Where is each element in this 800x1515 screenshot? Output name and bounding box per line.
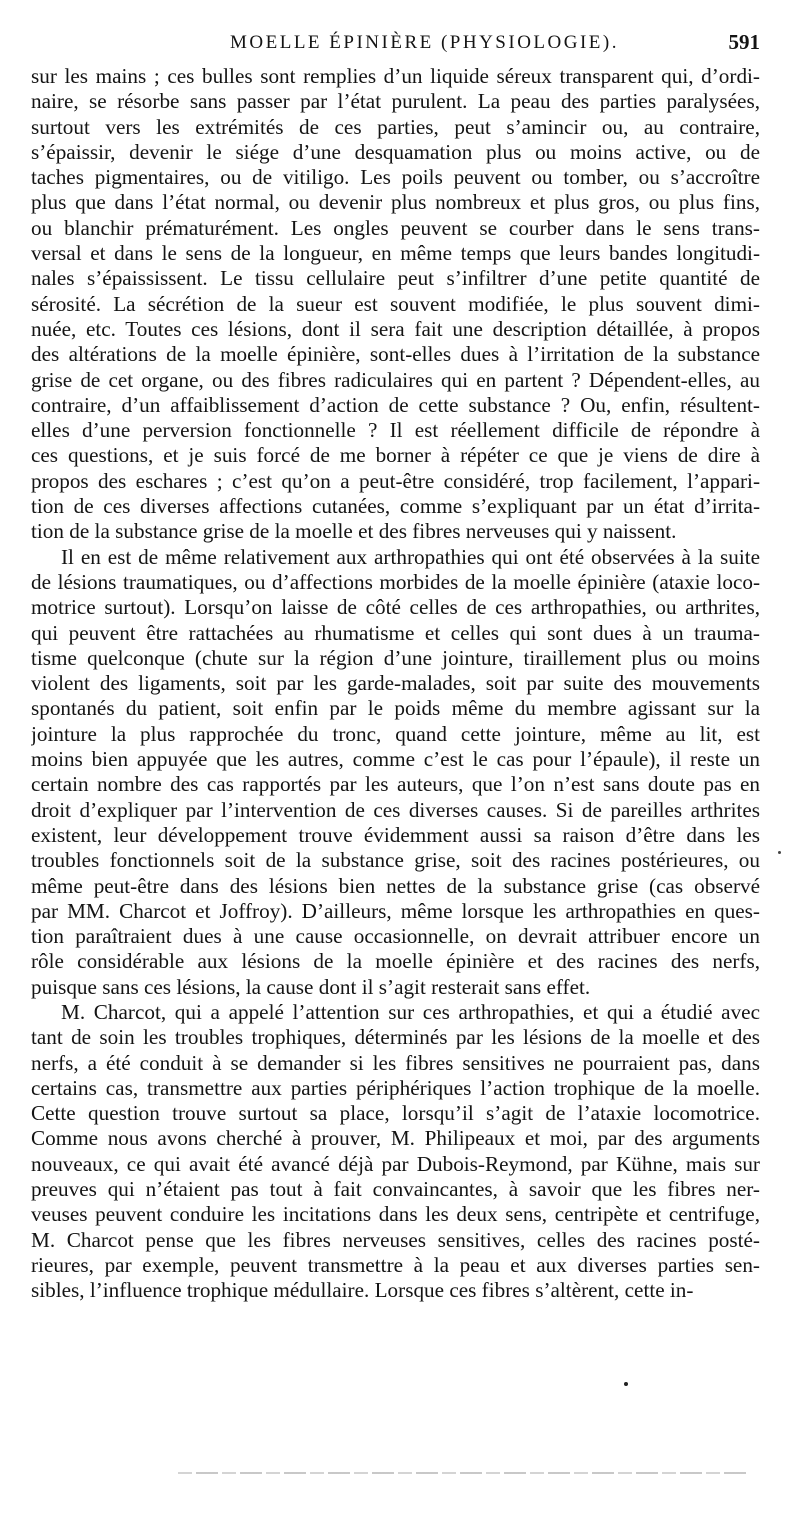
text-line: moins bien appuyée que les autres, comme c’est le cas pour l’épaule), il reste un xyxy=(31,747,760,772)
text-line: certains cas, transmettre aux parties périphériques l’action trophique de la moelle. xyxy=(31,1075,760,1100)
running-head xyxy=(30,30,760,62)
text-line: sérosité. La sécrétion de la sueur est souvent modifiée, le plus souvent dimi- xyxy=(31,291,760,316)
text-line: M. Charcot pense que les fibres nerveuses sensitives, celles des racines posté- xyxy=(31,1227,760,1252)
text-line: Il en est de même relativement aux arthropathies qui ont été observées à la suite xyxy=(61,544,760,569)
text-line: nouveaux, ce qui avait été avancé déjà par Dubois-Reymond, par Kühne, mais sur xyxy=(31,1151,760,1176)
text-line: Cette question trouve surtout sa place, lorsqu’il s’agit de l’ataxie locomotrice. xyxy=(31,1101,760,1126)
page-number: 591 xyxy=(728,30,760,54)
text-line: ces questions, et je suis forcé de me borner à répéter ce que je viens de dire à xyxy=(31,443,760,468)
text-line: plus que dans l’état normal, ou devenir plus nombreux et plus gros, ou plus fins, xyxy=(31,190,760,215)
text-line: droit d’expliquer par l’intervention de ces diverses causes. Si de pareilles arthrites xyxy=(31,797,760,822)
text-line: certain nombre des cas rapportés par les auteurs, que l’on n’est sans doute pas en xyxy=(31,772,760,797)
text-line: surtout vers les extrémités de ces parties, peut s’amincir ou, au contraire, xyxy=(31,114,760,139)
faded-footer-line xyxy=(178,1472,748,1474)
text-line: M. Charcot, qui a appelé l’attention sur ces arthropathies, et qui a étudié avec xyxy=(61,999,760,1024)
text-line: taches pigmentaires, ou de vitiligo. Les poils peuvent ou tomber, ou s’accroître xyxy=(31,165,760,190)
body-text xyxy=(31,64,760,1304)
text-line: versal et dans le sens de la longueur, en même temps que leurs bandes longitudi- xyxy=(31,241,760,266)
text-line: sibles, l’influence trophique médullaire. Lorsque ces fibres s’altèrent, cette in- xyxy=(31,1278,694,1303)
text-line: tisme quelconque (chute sur la région d’une jointure, tiraillement plus ou moins xyxy=(31,645,760,670)
text-line: par MM. Charcot et Joffroy). D’ailleurs, même lorsque les arthropathies en ques- xyxy=(31,898,760,923)
text-line: propos des eschares ; c’est qu’on a peut-être considéré, trop facilement, l’appari- xyxy=(31,468,760,493)
text-line: tion de ces diverses affections cutanées, comme s’expliquant par un état d’irrita- xyxy=(31,494,760,519)
text-line: motrice surtout). Lorsqu’on laisse de côté celles de ces arthropathies, ou arthrites, xyxy=(31,595,760,620)
text-line: grise de cet organe, ou des fibres radiculaires qui en partent ? Dépendent-elles, au xyxy=(31,367,760,392)
text-line: nales s’épaississent. Le tissu cellulaire peut s’infiltrer d’une petite quantité de xyxy=(31,266,760,291)
text-line: elles d’une perversion fonctionnelle ? Il est réellement difficile de répondre à xyxy=(31,418,760,443)
text-line: nuée, etc. Toutes ces lésions, dont il sera fait une description détaillée, à propos xyxy=(31,316,760,341)
text-line: de lésions traumatiques, ou d’affections morbides de la moelle épinière (ataxie loco- xyxy=(31,569,760,594)
text-line: naire, se résorbe sans passer par l’état purulent. La peau des parties paralysées, xyxy=(31,89,760,114)
text-line: des altérations de la moelle épinière, sont-elles dues à l’irritation de la substance xyxy=(31,342,760,367)
printer-mark xyxy=(624,1382,628,1386)
text-line: jointure la plus rapprochée du tronc, quand cette jointure, même au lit, est xyxy=(31,721,760,746)
text-line: tion de la substance grise de la moelle et des fibres nerveuses qui y naissent. xyxy=(31,519,677,544)
text-line: même peut-être dans des lésions bien nettes de la substance grise (cas observé xyxy=(31,873,760,898)
paragraph xyxy=(31,545,760,1000)
margin-speck xyxy=(778,851,781,854)
text-line: tion paraîtraient dues à une cause occasionnelle, on devrait attribuer encore un xyxy=(31,924,760,949)
text-line: contraire, d’un affaiblissement d’action de cette substance ? Ou, enfin, résultent- xyxy=(31,392,760,417)
text-line: existent, leur développement trouve évidemment aussi sa raison d’être dans les xyxy=(31,822,760,847)
text-line: qui peuvent être rattachées au rhumatisme et celles qui sont dues à un trauma- xyxy=(31,620,760,645)
text-line: nerfs, a été conduit à se demander si les fibres sensitives ne pourraient pas, dans xyxy=(31,1050,760,1075)
text-line: puisque sans ces lésions, la cause dont il s’agit resterait sans effet. xyxy=(31,974,591,999)
text-line: rieures, par exemple, peuvent transmettre à la peau et aux diverses parties sen- xyxy=(31,1252,760,1277)
text-line: Comme nous avons cherché à prouver, M. Philipeaux et moi, par des arguments xyxy=(31,1126,760,1151)
text-line: preuves qui n’étaient pas tout à fait convaincantes, à savoir que les fibres ner- xyxy=(31,1177,760,1202)
running-title: MOELLE ÉPINIÈRE (PHYSIOLOGIE). xyxy=(230,32,619,53)
paragraph xyxy=(31,1000,760,1304)
text-line: tant de soin les troubles trophiques, déterminés par les lésions de la moelle et des xyxy=(31,1025,760,1050)
text-line: ou blanchir prématurément. Les ongles peuvent se courber dans le sens trans- xyxy=(31,215,760,240)
text-line: violent des ligaments, soit par les garde-malades, soit par suite des mouvements xyxy=(31,671,760,696)
text-line: rôle considérable aux lésions de la moelle épinière et des racines des nerfs, xyxy=(31,949,760,974)
text-line: troubles fonctionnels soit de la substance grise, soit des racines postérieures, ou xyxy=(31,848,760,873)
text-line: sur les mains ; ces bulles sont remplies d’un liquide séreux transparent qui, d’ordi- xyxy=(31,64,760,88)
text-line: s’épaissir, devenir le siége d’une desquamation plus ou moins active, ou de xyxy=(31,139,760,164)
text-line: veuses peuvent conduire les incitations dans les deux sens, centripète et centrifuge, xyxy=(31,1202,760,1227)
paragraph xyxy=(31,64,760,545)
text-line: spontanés du patient, soit enfin par le poids même du membre agissant sur la xyxy=(31,696,760,721)
